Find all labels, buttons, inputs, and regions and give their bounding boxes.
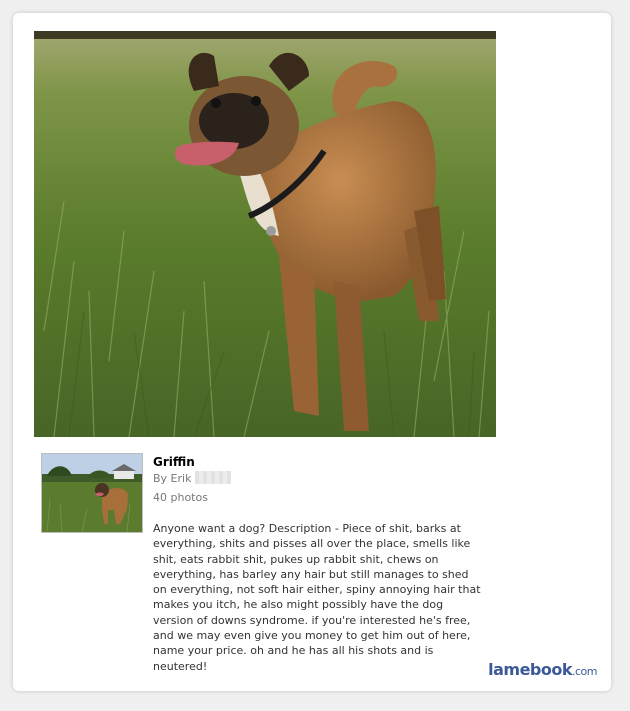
lamebook-logo xyxy=(488,660,597,679)
dog-photo-illustration xyxy=(34,31,496,437)
redacted-surname xyxy=(195,471,231,484)
watermark-tld: .com xyxy=(572,665,597,678)
album-description: Anyone want a dog? Description - Piece of shit, barks at everything, shits and pisses all over the place, smells like shit, eats rabbit shit, pukes up rabbit shit, chews on everything, has barley any hair but still manages to shed on everything, not soft hair either, spiny annoying hair that makes you itch, he also might possibly have the dog version of downs syndrome. if you're interested he's free, and we may even give you money to get him out of here, name your price. oh and he has all his shots and is neutered! xyxy=(153,522,481,673)
post-card xyxy=(13,13,611,691)
album-thumbnail[interactable] xyxy=(41,453,143,533)
thumbnail-illustration xyxy=(42,454,142,532)
author-name[interactable]: By Erik xyxy=(153,472,192,485)
photo-count: 40 photos xyxy=(153,491,208,504)
album-title[interactable]: Griffin xyxy=(153,455,195,469)
main-photo[interactable] xyxy=(34,31,496,437)
album-info xyxy=(153,455,483,674)
author-line xyxy=(153,471,483,487)
watermark-main: lamebook xyxy=(488,660,572,679)
